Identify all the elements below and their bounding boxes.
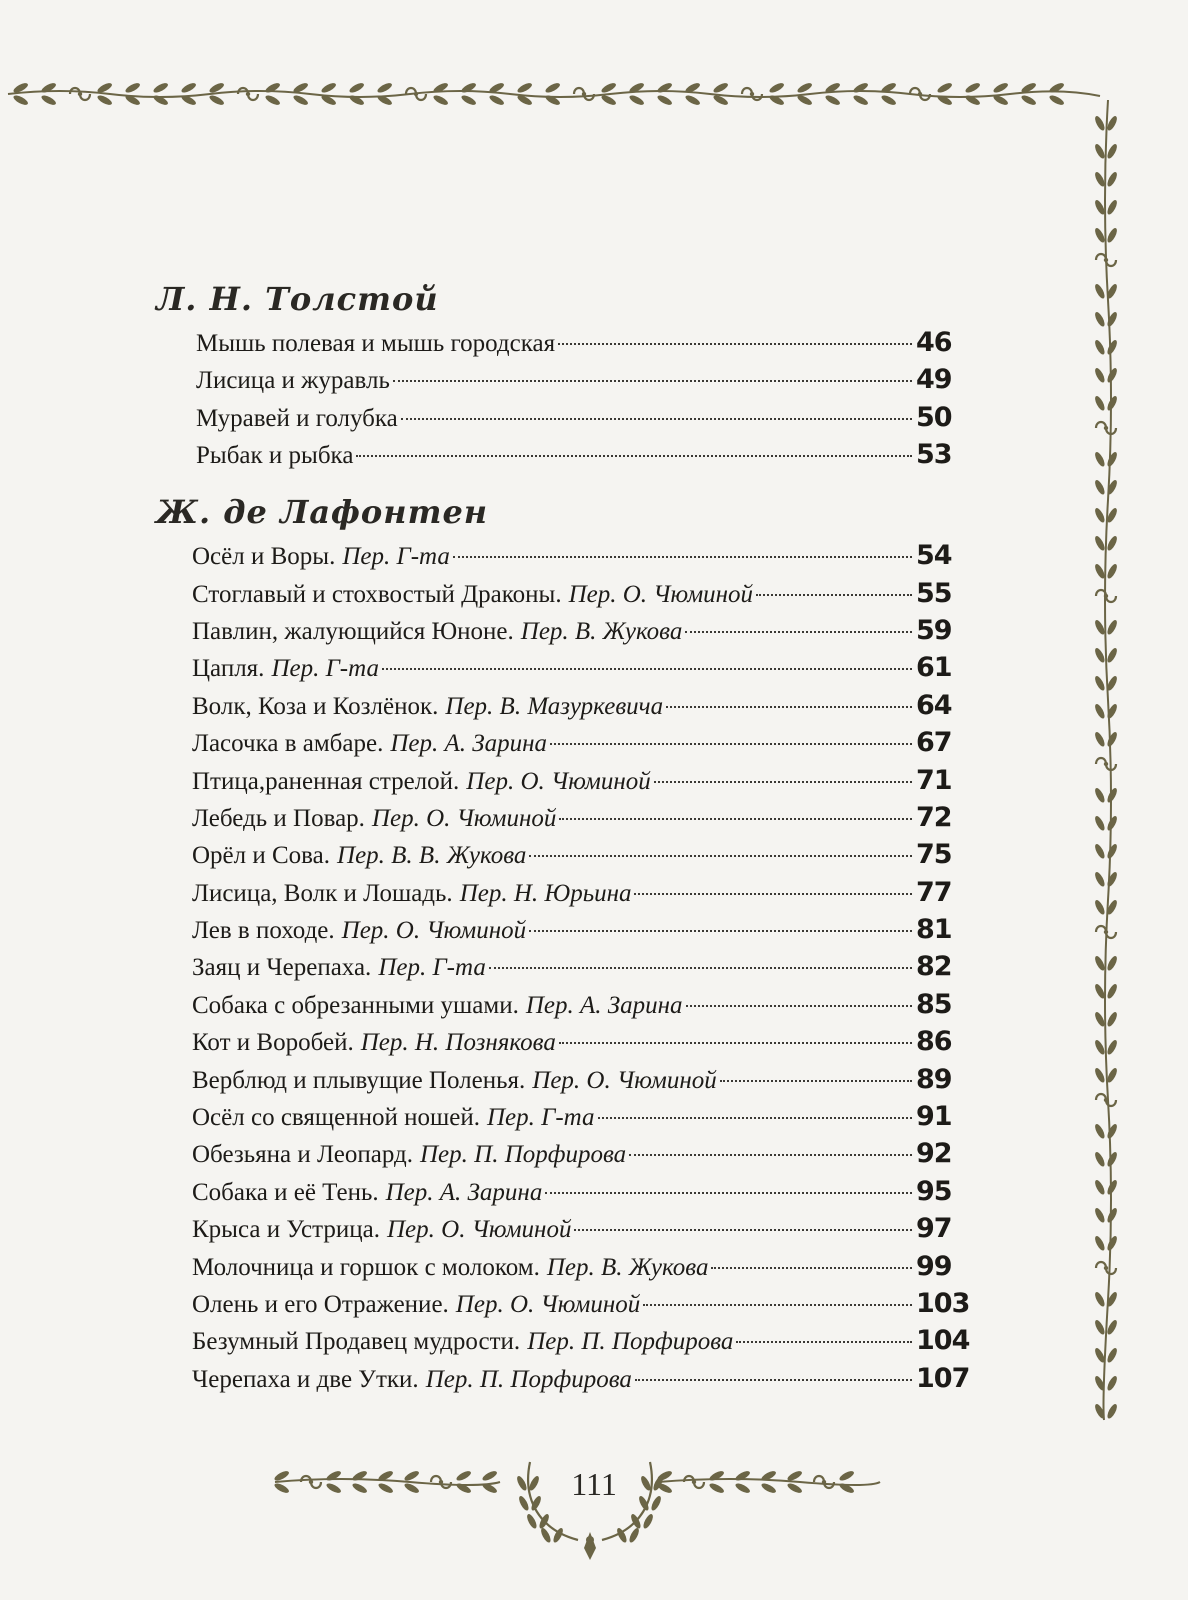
entry-title: Молочница и горшок с молоком.: [192, 1253, 540, 1281]
vine-leaf-icon: [992, 81, 1009, 107]
entry-translator: Пер. В. Жукова: [520, 617, 683, 645]
toc-entry[interactable]: [150, 799, 960, 836]
toc-entry[interactable]: [150, 1135, 960, 1172]
vine-leaf-icon: [1093, 899, 1119, 916]
entry-page-number: 82: [916, 951, 952, 983]
dot-leader: [529, 930, 912, 932]
entry-page-number: 97: [916, 1213, 952, 1245]
toc-entry[interactable]: [150, 911, 960, 948]
entry-title: Лисица и журавль: [196, 367, 390, 395]
vine-leaf-icon: [1093, 1375, 1119, 1392]
dot-leader: [550, 743, 912, 745]
dot-leader: [654, 781, 912, 783]
vine-leaf-icon: [1093, 731, 1119, 748]
vine-leaf-icon: [1093, 815, 1119, 832]
dot-leader: [559, 1042, 912, 1044]
entry-title: Цапля.: [192, 655, 265, 683]
bottom-right-vine-ornament: [656, 1469, 880, 1495]
vine-leaf-icon: [1093, 1291, 1119, 1308]
dot-leader: [382, 668, 912, 670]
vine-leaf-icon: [1093, 115, 1119, 132]
entry-title: Ласочка в амбаре.: [192, 730, 384, 758]
laurel-leaf-icon: [615, 1527, 641, 1544]
vine-leaf-icon: [600, 81, 617, 107]
entry-page-number: 81: [916, 914, 952, 946]
vine-leaf-icon: [964, 81, 981, 107]
toc-section: [150, 493, 970, 1397]
entry-translator: Пер. О. Чюминой: [386, 1216, 572, 1244]
entry-translator: Пер. О. Чюминой: [466, 767, 651, 795]
vine-leaf-icon: [96, 81, 113, 107]
vine-leaf-icon: [70, 88, 90, 100]
entry-page-number: 95: [916, 1175, 952, 1207]
vine-leaf-icon: [455, 1469, 472, 1495]
entry-page-number: 61: [916, 652, 952, 684]
vine-leaf-icon: [734, 1469, 751, 1495]
vine-leaf-icon: [516, 81, 533, 107]
vine-leaf-icon: [1093, 367, 1119, 384]
entry-translator: Пер. Г-та: [378, 954, 486, 982]
toc-entry[interactable]: [150, 874, 960, 911]
dot-leader: [635, 1379, 912, 1381]
toc-entry[interactable]: [150, 1322, 970, 1359]
vine-leaf-icon: [852, 81, 869, 107]
entry-translator: Пер. Н. Юрьина: [459, 879, 632, 907]
dot-leader: [529, 855, 912, 857]
vine-leaf-icon: [406, 88, 426, 100]
vine-leaf-icon: [1093, 675, 1119, 692]
vine-leaf-icon: [768, 81, 785, 107]
vine-leaf-icon: [838, 1469, 855, 1495]
toc-entry[interactable]: [150, 1285, 970, 1322]
vine-leaf-icon: [1093, 1235, 1119, 1252]
entry-page-number: 86: [916, 1026, 952, 1058]
vine-leaf-icon: [1093, 563, 1119, 580]
vine-leaf-icon: [1093, 339, 1119, 356]
vine-leaf-icon: [1096, 590, 1116, 602]
entry-translator: Пер. О. Чюминой: [532, 1066, 717, 1094]
vine-leaf-icon: [684, 1476, 704, 1488]
entry-translator: Пер. А. Зарина: [390, 730, 548, 758]
entry-translator: Пер. Г-та: [342, 543, 450, 571]
entry-page-number: 55: [916, 577, 952, 609]
laurel-leaf-icon: [525, 1513, 551, 1530]
top-vine-ornament: [8, 81, 1100, 107]
vine-leaf-icon: [574, 88, 594, 100]
entry-title: Верблюд и плывущие Поленья.: [192, 1066, 526, 1094]
table-of-contents: [150, 280, 970, 1417]
dot-leader: [634, 893, 912, 895]
dot-leader: [558, 343, 912, 345]
entry-translator: Пер. П. Порфирова: [419, 1141, 627, 1169]
vine-leaf-icon: [760, 1469, 777, 1495]
vine-leaf-icon: [1093, 1207, 1119, 1224]
vine-leaf-icon: [936, 81, 953, 107]
page-number: 111: [571, 1466, 617, 1502]
dot-leader: [736, 1341, 912, 1343]
vine-leaf-icon: [656, 1469, 673, 1495]
vine-leaf-icon: [292, 81, 309, 107]
vine-leaf-icon: [124, 81, 141, 107]
entry-translator: Пер. Г-та: [271, 655, 379, 683]
toc-entry[interactable]: [150, 575, 960, 612]
entry-page-number: 46: [916, 327, 952, 358]
vine-leaf-icon: [1048, 81, 1065, 107]
vine-leaf-icon: [742, 88, 762, 100]
vine-leaf-icon: [1093, 1319, 1119, 1336]
vine-leaf-icon: [152, 81, 169, 107]
vine-leaf-icon: [377, 1469, 394, 1495]
vine-leaf-icon: [348, 81, 365, 107]
toc-entry[interactable]: [150, 436, 960, 473]
vine-leaf-icon: [544, 81, 561, 107]
toc-entry[interactable]: [150, 687, 960, 724]
toc-entry[interactable]: [150, 1173, 960, 1210]
vine-leaf-icon: [1093, 535, 1119, 552]
laurel-leaf-icon: [629, 1513, 655, 1530]
entry-title: Муравей и голубка: [196, 404, 398, 432]
vine-leaf-icon: [684, 81, 701, 107]
entry-title: Лебедь и Повар.: [192, 804, 365, 832]
entry-title: Рыбак и рыбка: [196, 441, 354, 469]
entry-translator: Пер. А. Зарина: [525, 991, 683, 1019]
vine-leaf-icon: [1093, 451, 1119, 468]
toc-entry[interactable]: [150, 1360, 970, 1397]
entry-title: Осёл и Воры.: [192, 543, 336, 571]
vine-leaf-icon: [1093, 395, 1119, 412]
entry-translator: Пер. О. Чюминой: [341, 917, 527, 945]
vine-leaf-icon: [481, 1469, 498, 1495]
entry-page-number: 67: [916, 727, 952, 759]
author-heading: Ж. де Лафонтен: [156, 493, 489, 532]
vine-leaf-icon: [1093, 871, 1119, 888]
vine-leaf-icon: [708, 1469, 725, 1495]
dot-leader: [453, 556, 912, 558]
entry-translator: Пер. О. Чюминой: [568, 580, 754, 608]
entry-page-number: 59: [916, 614, 952, 646]
entry-title: Олень и его Отражение.: [192, 1291, 449, 1318]
entry-page-number: 107: [916, 1362, 970, 1394]
entry-title: Безумный Продавец мудрости.: [192, 1328, 521, 1356]
entry-page-number: 49: [916, 364, 952, 396]
vine-leaf-icon: [824, 81, 841, 107]
toc-entry[interactable]: [150, 724, 960, 761]
entry-page-number: 103: [916, 1288, 970, 1319]
entry-translator: Пер. Г-та: [486, 1104, 595, 1132]
entry-page-number: 64: [916, 689, 952, 721]
toc-entry[interactable]: [150, 836, 960, 873]
entry-page-number: 77: [916, 876, 952, 908]
entry-page-number: 71: [916, 764, 952, 796]
toc-entry[interactable]: [150, 399, 960, 436]
vine-leaf-icon: [628, 81, 645, 107]
vine-leaf-icon: [1093, 1179, 1119, 1196]
vine-leaf-icon: [1096, 926, 1116, 938]
dot-leader: [545, 1192, 912, 1194]
vine-leaf-icon: [264, 81, 281, 107]
dot-leader: [574, 1229, 912, 1231]
vine-leaf-icon: [814, 1476, 834, 1488]
vine-leaf-icon: [1096, 254, 1116, 266]
vine-leaf-icon: [1093, 1039, 1119, 1056]
dot-leader: [598, 1117, 912, 1119]
toc-entry[interactable]: [150, 986, 960, 1023]
entry-title: Лев в походе.: [192, 917, 335, 945]
dot-leader: [559, 818, 912, 820]
vine-leaf-icon: [1093, 983, 1119, 1000]
vine-leaf-icon: [1093, 647, 1119, 664]
entry-title: Собака с обрезанными ушами.: [192, 991, 519, 1019]
vine-leaf-icon: [431, 1476, 451, 1488]
vine-leaf-icon: [320, 81, 337, 107]
toc-section: [150, 280, 960, 473]
vine-leaf-icon: [488, 81, 505, 107]
vine-leaf-icon: [238, 88, 258, 100]
dot-leader: [489, 967, 912, 969]
entry-title: Собака и её Тень.: [192, 1178, 379, 1206]
vine-leaf-icon: [656, 81, 673, 107]
vine-leaf-icon: [1093, 787, 1119, 804]
vine-leaf-icon: [1093, 311, 1119, 328]
vine-leaf-icon: [910, 88, 930, 100]
entry-translator: Пер. О. Чюминой: [455, 1291, 641, 1318]
entry-page-number: 89: [916, 1063, 952, 1095]
toc-entry[interactable]: [150, 948, 960, 985]
toc-entry[interactable]: [150, 762, 960, 799]
entry-title: Лисица, Волк и Лошадь.: [192, 879, 453, 907]
entry-translator: Пер. О. Чюминой: [371, 804, 557, 832]
vine-leaf-icon: [712, 81, 729, 107]
dot-leader: [686, 1005, 912, 1007]
vine-leaf-icon: [1093, 1011, 1119, 1028]
vine-leaf-icon: [325, 1469, 342, 1495]
vine-leaf-icon: [1093, 703, 1119, 720]
vine-leaf-icon: [1093, 1151, 1119, 1168]
entry-title: Черепаха и две Утки.: [192, 1365, 419, 1393]
vine-leaf-icon: [1096, 1262, 1116, 1274]
toc-entry[interactable]: [150, 1061, 960, 1098]
dot-leader: [356, 455, 912, 457]
toc-entry[interactable]: [150, 612, 960, 649]
vine-leaf-icon: [1093, 1403, 1119, 1420]
vine-leaf-icon: [12, 81, 29, 107]
entry-title: Заяц и Черепаха.: [192, 954, 372, 982]
vine-leaf-icon: [1096, 1094, 1116, 1106]
entry-translator: Пер. В. Жукова: [546, 1253, 709, 1281]
vine-leaf-icon: [460, 81, 477, 107]
entry-title: Осёл со священной ношей.: [192, 1104, 480, 1132]
entry-page-number: 85: [916, 988, 952, 1020]
vine-leaf-icon: [1093, 143, 1119, 160]
author-heading: Л. Н. Толстой: [156, 280, 439, 318]
vine-leaf-icon: [880, 81, 897, 107]
vine-leaf-icon: [1093, 283, 1119, 300]
vine-leaf-icon: [1093, 507, 1119, 524]
dot-leader: [393, 380, 912, 382]
entry-page-number: 91: [916, 1101, 952, 1133]
right-vine-ornament: [1093, 100, 1119, 1420]
entry-page-number: 54: [916, 540, 952, 572]
vine-leaf-icon: [40, 81, 57, 107]
dot-leader: [711, 1267, 912, 1269]
vine-leaf-icon: [1093, 199, 1119, 216]
dot-leader: [756, 594, 912, 596]
entry-page-number: 53: [916, 438, 952, 470]
entry-page-number: 92: [916, 1138, 952, 1170]
entry-page-number: 50: [916, 401, 952, 433]
entry-title: Павлин, жалующийся Юноне.: [192, 617, 514, 645]
dot-leader: [643, 1304, 912, 1306]
vine-leaf-icon: [1093, 479, 1119, 496]
entry-translator: Пер. А. Зарина: [385, 1178, 543, 1206]
entry-page-number: 72: [916, 801, 952, 833]
entry-page-number: 75: [916, 839, 952, 871]
vine-leaf-icon: [1093, 171, 1119, 188]
entry-translator: Пер. Н. Познякова: [360, 1029, 556, 1057]
dot-leader: [629, 1154, 912, 1156]
vine-leaf-icon: [301, 1476, 321, 1488]
vine-leaf-icon: [796, 81, 813, 107]
toc-entry[interactable]: [150, 361, 960, 398]
vine-leaf-icon: [1093, 619, 1119, 636]
vine-leaf-icon: [1093, 843, 1119, 860]
dot-leader: [720, 1080, 912, 1082]
vine-leaf-icon: [432, 81, 449, 107]
dot-leader: [685, 631, 912, 633]
vine-leaf-icon: [208, 81, 225, 107]
dot-leader: [401, 418, 912, 420]
vine-leaf-icon: [1093, 1347, 1119, 1364]
entry-translator: Пер. В. Мазуркевича: [445, 692, 664, 720]
vine-leaf-icon: [180, 81, 197, 107]
entry-title: Птица,раненная стрелой.: [192, 767, 460, 795]
toc-entry[interactable]: [150, 649, 960, 686]
entry-translator: Пер. П. Порфирова: [425, 1365, 632, 1393]
vine-leaf-icon: [1093, 1123, 1119, 1140]
vine-leaf-icon: [403, 1469, 420, 1495]
vine-leaf-icon: [786, 1469, 803, 1495]
toc-entry[interactable]: [150, 1023, 960, 1060]
toc-entry[interactable]: [150, 324, 960, 361]
entry-translator: Пер. П. Порфирова: [527, 1328, 734, 1356]
bottom-left-vine-ornament: [273, 1469, 500, 1495]
entry-translator: Пер. В. В. Жукова: [337, 842, 527, 870]
entry-page-number: 104: [916, 1325, 970, 1357]
entry-title: Мышь полевая и мышь городская: [196, 330, 556, 357]
vine-leaf-icon: [1020, 81, 1037, 107]
vine-leaf-icon: [376, 81, 393, 107]
dot-leader: [666, 706, 912, 708]
entry-title: Крыса и Устрица.: [192, 1216, 380, 1244]
vine-leaf-icon: [1093, 955, 1119, 972]
entry-title: Стоглавый и стохвостый Драконы.: [192, 580, 562, 608]
vine-leaf-icon: [1093, 1067, 1119, 1084]
entry-page-number: 99: [916, 1250, 952, 1282]
vine-leaf-icon: [1096, 758, 1116, 770]
entry-title: Обезьяна и Леопард.: [192, 1141, 413, 1169]
vine-leaf-icon: [351, 1469, 368, 1495]
toc-entry[interactable]: [150, 1248, 960, 1285]
laurel-leaf-icon: [539, 1527, 565, 1544]
vine-leaf-icon: [1093, 227, 1119, 244]
entry-title: Волк, Коза и Козлёнок.: [192, 692, 439, 720]
entry-title: Орёл и Сова.: [192, 842, 331, 870]
entry-title: Кот и Воробей.: [192, 1029, 354, 1057]
toc-entry[interactable]: [150, 1210, 960, 1247]
vine-leaf-icon: [1096, 422, 1116, 434]
toc-entry[interactable]: [150, 1098, 960, 1135]
vine-leaf-icon: [273, 1469, 290, 1495]
toc-entry[interactable]: [150, 537, 960, 574]
